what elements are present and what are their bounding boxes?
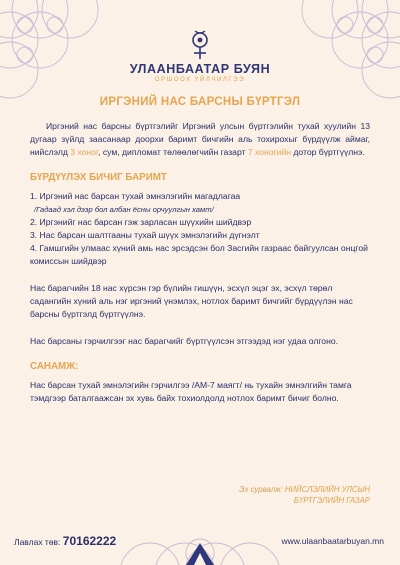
applicant-paragraph: Нас барагчийн 18 нас хүрсэн гэр бүлийн гишүүн, эсхүл эцэг эх, эсхүл төрөл садангийн хүний аль нэг иргэний үнэмлэх, нотлох баримт бичгийг бүрдүүлэн нас барсны бүртгэлд бүртгүүлнэ. (30, 283, 353, 319)
docs-section-title: БҮРДҮҮЛЭХ БИЧИГ БАРИМТ (30, 172, 167, 183)
phone-label: Лавлах төв: (14, 537, 63, 547)
source-note (190, 484, 370, 506)
doc-item-3: 3. Нас барсан шалтгааны тухай шүүх эмнэлэгийн дүгнэлт (30, 230, 260, 240)
warning-text: Нас барсан тухай эмнэлэгийн гэрчилгээ /АМ-7 маягт/ нь тухайн эмнэлгийн тамга тэмдгээр баталгаажсан эх хувь байх тохиолдолд нотлох баримт бичиг болно. (30, 380, 352, 403)
source-label: Эх сурвалж: (239, 485, 285, 494)
intro-paragraph (30, 120, 370, 159)
certificate-paragraph: Нас барсаны гэрчилгээг нас барагчийг бүртгүүлсэн этгээдэд нэг удаа олгоно. (30, 336, 339, 346)
logo-icon (188, 28, 212, 60)
website-link[interactable]: www.ulaanbaatarbuyan.mn (281, 536, 384, 546)
phone-number[interactable]: 70162222 (62, 534, 117, 548)
source-org: НИЙСЛЭЛИЙН УЛСЫН БҮРТГЭЛИЙН ГАЗАР (284, 485, 370, 505)
intro-text-2: , сум, дипломат төлөөлөгчийн газарт (98, 147, 248, 157)
footer (0, 523, 400, 565)
org-name: УЛААНБААТАР БУЯН (129, 62, 271, 76)
doc-item-1: 1. Иргэний нас барсан тухай эмнэлэгийн магадлагаа (30, 191, 241, 201)
intro-text-3: дотор бүртгүүлнэ. (291, 147, 365, 157)
page-title: ИРГЭНИЙ НАС БАРСНЫ БҮРТГЭЛ (99, 96, 301, 108)
intro-days-3: 3 хоног (70, 147, 99, 157)
intro-days-7: 7 хоногийн (247, 147, 292, 157)
warning-title: САНАМЖ: (30, 361, 79, 372)
main-content (30, 120, 370, 405)
header (0, 28, 400, 83)
phone-info (14, 534, 116, 548)
doc-item-4: 4. Гамшгийн улмаас хүний амь нас эрсэдсэн бол Засгийн газраас байгуулсан онцгой комиссын шийдвэр (30, 243, 368, 266)
doc-item-2: 2. Иргэнийг нас барсан гэж зарласан шүүхийн шийдвэр (30, 217, 252, 227)
intro-text-1: Иргэний нас барсны бүртгэлийг Иргэний улсын бүртгэлийн тухай хуулийн 13 дугаар зүйлд заасанаар доорхи баримт бичгийн аль тохирохыг бүрдүүлж аймаг, нийслэлд (30, 121, 370, 157)
doc-item-1-note: /Гадаад хэл дээр бол албан ёсны орчуулгын хамт/ (34, 205, 214, 214)
org-subtitle: ОРШООХ ҮЙЛЧИЛГЭЭ (154, 77, 246, 83)
